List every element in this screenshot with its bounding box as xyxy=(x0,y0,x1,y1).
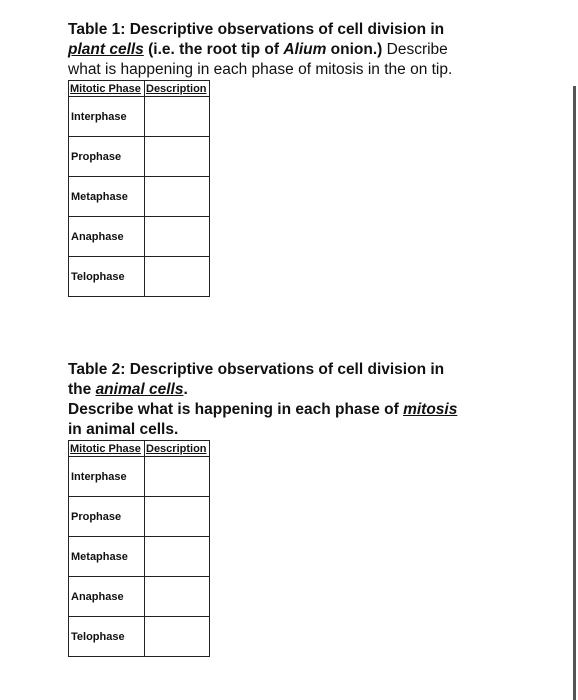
phase-label: Metaphase xyxy=(69,537,145,577)
description-cell[interactable] xyxy=(145,217,210,257)
phase-label: Telophase xyxy=(69,617,145,657)
phase-label: Metaphase xyxy=(69,177,145,217)
onion-text: onion.) xyxy=(326,41,383,58)
table2-heading xyxy=(68,360,508,440)
description-cell[interactable] xyxy=(145,497,210,537)
phase-label: Interphase xyxy=(69,97,145,137)
phase-label: Prophase xyxy=(69,137,145,177)
table-row xyxy=(69,137,210,177)
phase-label: Prophase xyxy=(69,497,145,537)
table-row xyxy=(69,177,210,217)
description-cell[interactable] xyxy=(145,137,210,177)
the-text: the xyxy=(68,381,96,398)
animal-cells-text: animal cells xyxy=(95,381,184,398)
table-row xyxy=(69,537,210,577)
table-row xyxy=(69,217,210,257)
table2 xyxy=(68,440,210,657)
describe-bold-text: Describe what is happening in each phase of xyxy=(68,401,404,418)
ie-text: (i.e. the root tip of xyxy=(143,41,284,58)
table1 xyxy=(68,80,210,297)
phase-label: Anaphase xyxy=(69,577,145,617)
period-text: . xyxy=(183,381,188,398)
col-header-description: Description xyxy=(145,441,210,457)
in-animal-cells-text: in animal cells. xyxy=(68,421,179,438)
describe-text: Describe xyxy=(382,41,448,58)
col-header-description: Description xyxy=(145,81,210,97)
table1-instruction: what is happening in each phase of mitosis in the on tip. xyxy=(68,61,453,78)
description-cell[interactable] xyxy=(145,177,210,217)
mitosis-text: mitosis xyxy=(403,401,458,418)
description-cell[interactable] xyxy=(145,457,210,497)
description-cell[interactable] xyxy=(145,617,210,657)
description-cell[interactable] xyxy=(145,97,210,137)
table-row xyxy=(69,497,210,537)
table-row xyxy=(69,577,210,617)
description-cell[interactable] xyxy=(145,577,210,617)
table1-title: Table 1: Descriptive observations of cell division in xyxy=(68,21,445,38)
table-row xyxy=(69,97,210,137)
phase-label: Anaphase xyxy=(69,217,145,257)
description-cell[interactable] xyxy=(145,257,210,297)
scrollbar[interactable] xyxy=(573,86,576,700)
table1-section xyxy=(68,20,508,297)
description-cell[interactable] xyxy=(145,537,210,577)
plant-cells-text: plant cells xyxy=(68,41,144,58)
table-row xyxy=(69,617,210,657)
table1-heading xyxy=(68,20,508,80)
alium-text: Alium xyxy=(283,41,327,58)
table-row xyxy=(69,457,210,497)
phase-label: Telophase xyxy=(69,257,145,297)
phase-label: Interphase xyxy=(69,457,145,497)
table-row xyxy=(69,257,210,297)
table2-section xyxy=(68,360,508,657)
table2-title: Table 2: Descriptive observations of cell division in xyxy=(68,361,445,378)
col-header-mitotic-phase: Mitotic Phase xyxy=(69,441,145,457)
col-header-mitotic-phase: Mitotic Phase xyxy=(69,81,145,97)
